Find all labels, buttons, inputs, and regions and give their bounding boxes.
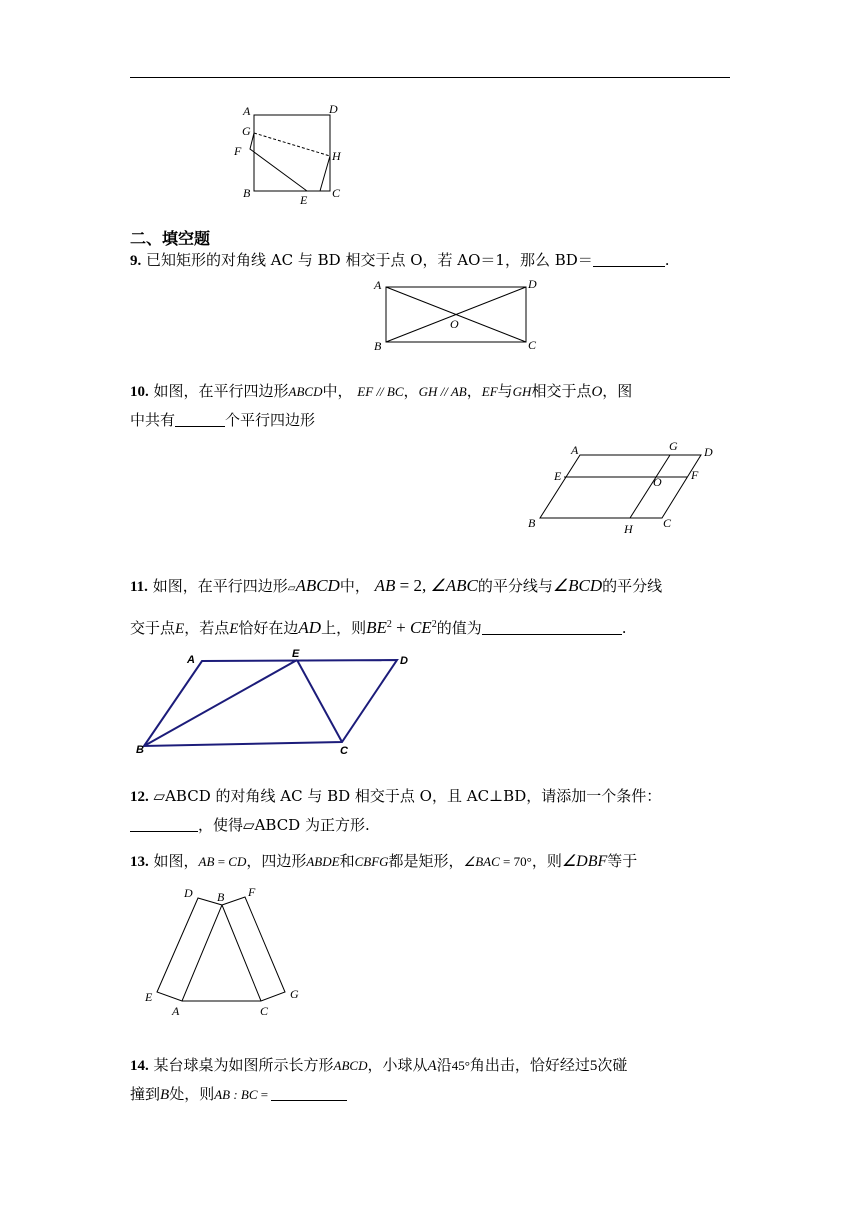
q11-square-2: 2 bbox=[431, 619, 437, 630]
label-C: C bbox=[528, 338, 537, 352]
q14-degrees: 45° bbox=[451, 1058, 470, 1073]
label-G: G bbox=[242, 124, 251, 138]
q10-abcd: ABCD bbox=[288, 384, 323, 399]
q11-answer-blank[interactable] bbox=[482, 618, 622, 635]
label-C: C bbox=[663, 516, 672, 530]
label-H: H bbox=[332, 149, 341, 163]
label-B: B bbox=[528, 516, 536, 530]
q13-angle-bac: ∠BAC bbox=[463, 854, 500, 869]
q11-ab: AB bbox=[374, 576, 396, 595]
q11-text-9: 的值为 bbox=[436, 619, 482, 637]
q14-text-4: 角出击，恰好经过 bbox=[469, 1056, 590, 1074]
q14-ratio: AB : BC bbox=[214, 1087, 258, 1102]
q11-text-3: 的平分线与 bbox=[477, 577, 553, 595]
label-F: F bbox=[234, 144, 242, 158]
label-D: D bbox=[528, 277, 537, 291]
label-G: G bbox=[290, 987, 299, 1001]
q12-answer-blank[interactable] bbox=[130, 815, 198, 832]
label-D: D bbox=[400, 655, 408, 667]
header-rule bbox=[130, 77, 730, 78]
q13-text-2: ，四边形 bbox=[246, 852, 307, 870]
q13-number: 13. bbox=[130, 854, 149, 870]
question-14 bbox=[130, 1051, 627, 1109]
q10-text-1: 如图，在平行四边形 bbox=[153, 382, 289, 400]
q14-answer-blank[interactable] bbox=[271, 1084, 347, 1101]
parallelogram-icon: ▱ bbox=[153, 787, 166, 805]
q14-number: 14. bbox=[130, 1058, 149, 1074]
q12-text-1: ABCD 的对角线 AC 与 BD 相交于点 O，且 AC⊥BD，请添加一个条件： bbox=[165, 787, 662, 805]
label-D: D bbox=[704, 445, 713, 459]
label-E: E bbox=[292, 648, 300, 660]
q10-comma: ， bbox=[403, 382, 419, 400]
q11-square: 2 bbox=[386, 619, 392, 630]
q13-text-3: 和 bbox=[339, 852, 355, 870]
q13-text-6: 等于 bbox=[607, 852, 638, 870]
q11-be: BE bbox=[366, 618, 387, 637]
label-A: A bbox=[172, 1004, 180, 1018]
q10-text-6: 中共有 bbox=[130, 411, 176, 429]
label-G: G bbox=[669, 439, 678, 453]
q11-ce: CE bbox=[409, 618, 432, 637]
q13-text-4: 都是矩形， bbox=[388, 852, 464, 870]
label-O: O bbox=[450, 317, 459, 331]
q10-text-5: ，图 bbox=[602, 382, 633, 400]
parallelogram-icon: ▱ bbox=[287, 583, 296, 594]
q13-cbfg: CBFG bbox=[354, 854, 389, 869]
label-O: O bbox=[653, 475, 662, 489]
q13-ab: AB bbox=[198, 854, 215, 869]
label-H: H bbox=[624, 522, 633, 536]
label-A: A bbox=[571, 443, 579, 457]
q11-text-6: ，若点 bbox=[184, 619, 230, 637]
q10-answer-blank[interactable] bbox=[175, 410, 225, 427]
section-title: 二、填空题 bbox=[130, 229, 211, 248]
q11-ad: AD bbox=[298, 618, 322, 637]
q9-number: 9. bbox=[130, 253, 142, 269]
label-C: C bbox=[340, 745, 348, 757]
question-9 bbox=[130, 246, 670, 275]
q10-ab: AB bbox=[450, 384, 467, 399]
label-D: D bbox=[329, 102, 338, 116]
q11-period: . bbox=[621, 619, 627, 637]
q11-abcd: ABCD bbox=[295, 576, 340, 595]
label-F: F bbox=[248, 885, 256, 899]
q11-angle-bcd: ∠BCD bbox=[552, 576, 603, 595]
q11-equals: = 2, bbox=[395, 576, 431, 595]
figure-q11 bbox=[130, 645, 420, 760]
q11-text-4: 的平分线 bbox=[602, 577, 663, 595]
q14-text-6: 撞到 bbox=[130, 1085, 161, 1103]
question-11 bbox=[130, 568, 662, 647]
q11-text-2: 中， bbox=[339, 577, 370, 595]
q14-text-1: 某台球桌为如图所示长方形 bbox=[153, 1056, 334, 1074]
q10-number: 10. bbox=[130, 384, 149, 400]
q9-text: 已知矩形的对角线 AC 与 BD 相交于点 O，若 AO＝1，那么 BD＝ bbox=[146, 251, 593, 269]
figure-q10 bbox=[520, 440, 720, 540]
q14-a: A bbox=[427, 1058, 437, 1074]
parallelogram-icon-2: ▱ bbox=[243, 816, 255, 834]
label-B: B bbox=[374, 339, 382, 353]
q12-text-2: ，使得 bbox=[198, 816, 244, 834]
q10-parallel-1: // bbox=[373, 384, 387, 399]
q10-text-7: 个平行四边形 bbox=[225, 411, 316, 429]
q13-angle-dbf: ∠DBF bbox=[561, 853, 608, 870]
label-A: A bbox=[243, 104, 251, 118]
q10-parallel-2: // bbox=[437, 384, 451, 399]
q11-text-1: 如图，在平行四边形 bbox=[152, 577, 288, 595]
q10-bc: BC bbox=[386, 384, 404, 399]
q14-text-5: 次碰 bbox=[597, 1056, 628, 1074]
label-C: C bbox=[260, 1004, 269, 1018]
q14-text-2: ，小球从 bbox=[367, 1056, 428, 1074]
q13-text-5: ，则 bbox=[531, 852, 562, 870]
q12-number: 12. bbox=[130, 789, 149, 805]
q10-ef: EF bbox=[357, 384, 374, 399]
q11-text-7: 恰好在边 bbox=[238, 619, 299, 637]
q12-text-3: ABCD 为正方形. bbox=[254, 816, 370, 834]
q9-period: . bbox=[664, 251, 670, 269]
q14-equals: = bbox=[257, 1087, 272, 1102]
label-E: E bbox=[145, 990, 153, 1004]
q11-text-8: 上，则 bbox=[321, 619, 367, 637]
q10-gh-2: GH bbox=[512, 384, 532, 399]
label-E: E bbox=[554, 469, 562, 483]
q13-equals: = bbox=[214, 854, 229, 869]
figure-q9 bbox=[370, 276, 550, 356]
q11-text-5: 交于点 bbox=[130, 619, 176, 637]
q14-five: 5 bbox=[589, 1058, 598, 1074]
q11-e: E bbox=[175, 621, 185, 637]
q10-text-3: 与 bbox=[497, 382, 513, 400]
label-B: B bbox=[243, 186, 251, 200]
label-D: D bbox=[184, 886, 193, 900]
q11-plus: + bbox=[391, 618, 410, 637]
question-12 bbox=[130, 782, 661, 839]
q13-abde: ABDE bbox=[306, 854, 340, 869]
q9-answer-blank[interactable] bbox=[593, 250, 665, 267]
question-13 bbox=[130, 847, 637, 876]
label-A: A bbox=[374, 278, 382, 292]
label-B: B bbox=[217, 890, 225, 904]
q14-abcd: ABCD bbox=[333, 1058, 368, 1073]
label-E: E bbox=[300, 193, 308, 207]
q14-text-3: 沿 bbox=[436, 1056, 452, 1074]
label-A: A bbox=[187, 654, 195, 666]
q13-equals-70: = 70° bbox=[499, 854, 532, 869]
label-F: F bbox=[691, 468, 699, 482]
q10-comma-2: ， bbox=[466, 382, 482, 400]
q10-gh: GH bbox=[418, 384, 438, 399]
label-B: B bbox=[136, 744, 144, 756]
q14-b: B bbox=[160, 1087, 170, 1103]
figure-q8 bbox=[225, 100, 355, 210]
q14-text-7: 处，则 bbox=[169, 1085, 215, 1103]
q10-ef-2: EF bbox=[481, 384, 498, 399]
q10-o: O bbox=[591, 384, 603, 400]
label-C: C bbox=[332, 186, 341, 200]
question-10 bbox=[130, 377, 632, 434]
q13-text-1: 如图， bbox=[153, 852, 199, 870]
q10-text-4: 相交于点 bbox=[531, 382, 592, 400]
q11-e-2: E bbox=[229, 621, 239, 637]
q10-text-2: 中， bbox=[322, 382, 353, 400]
q11-angle-abc: ∠ABC bbox=[430, 576, 478, 595]
figure-q13 bbox=[140, 884, 310, 1024]
q13-cd: CD bbox=[228, 854, 247, 869]
q11-number: 11. bbox=[130, 579, 148, 595]
